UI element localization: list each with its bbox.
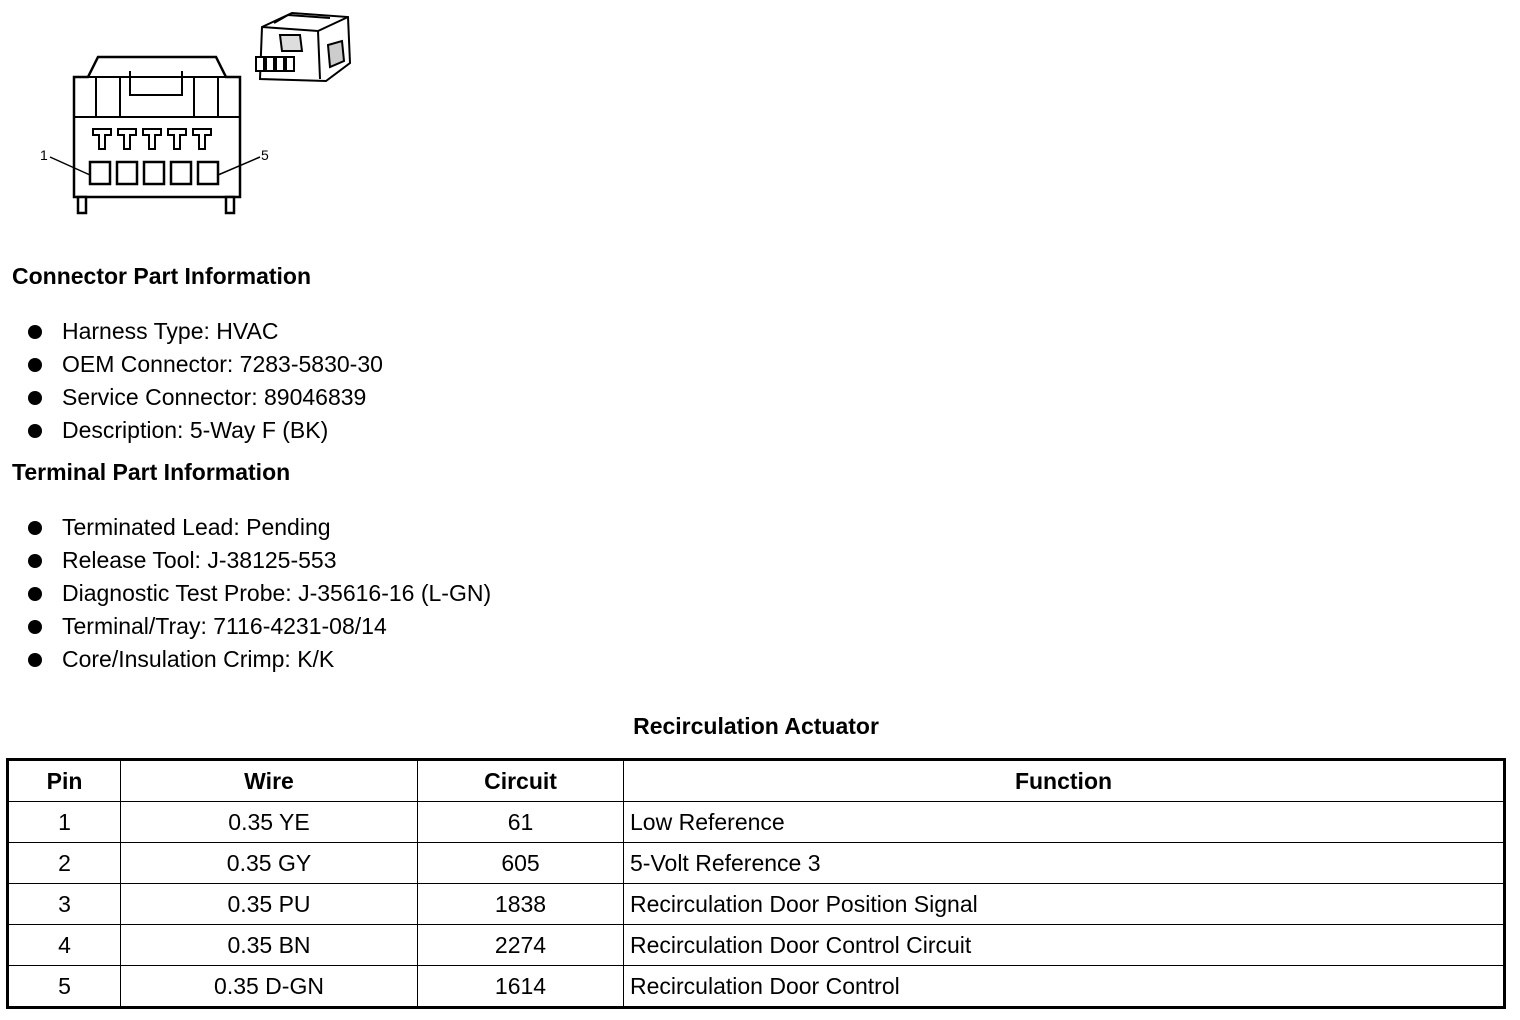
bullet-icon bbox=[28, 653, 42, 667]
terminal-cavities bbox=[90, 162, 218, 184]
list-item: Harness Type: HVAC bbox=[28, 315, 383, 348]
cell-pin: 1 bbox=[8, 802, 121, 843]
list-item: Release Tool: J-38125-553 bbox=[28, 544, 491, 577]
table-title: Recirculation Actuator bbox=[633, 713, 879, 739]
cavity-2 bbox=[117, 162, 137, 184]
bullet-icon bbox=[28, 424, 42, 438]
list-item: Description: 5-Way F (BK) bbox=[28, 414, 383, 447]
cell-function: Recirculation Door Control Circuit bbox=[624, 925, 1505, 966]
cell-pin: 2 bbox=[8, 843, 121, 884]
cell-pin: 3 bbox=[8, 884, 121, 925]
cell-function: Low Reference bbox=[624, 802, 1505, 843]
table-row bbox=[8, 884, 1505, 925]
table-row bbox=[8, 843, 1505, 884]
header-function: Function bbox=[624, 760, 1505, 802]
cell-function: Recirculation Door Control bbox=[624, 966, 1505, 1008]
header-circuit: Circuit bbox=[418, 760, 624, 802]
cell-wire: 0.35 D-GN bbox=[121, 966, 418, 1008]
cell-pin: 5 bbox=[8, 966, 121, 1008]
list-item: Diagnostic Test Probe: J-35616-16 (L-GN) bbox=[28, 577, 491, 610]
cavity-5 bbox=[198, 162, 218, 184]
bullet-icon bbox=[28, 554, 42, 568]
bullet-icon bbox=[28, 521, 42, 535]
connector-diagram bbox=[30, 5, 370, 220]
cavity-4 bbox=[171, 162, 191, 184]
bullet-icon bbox=[28, 358, 42, 372]
terminal-part-info-heading: Terminal Part Information bbox=[12, 459, 291, 485]
pin-label-5: 5 bbox=[261, 147, 269, 163]
pin-label-1: 1 bbox=[40, 147, 48, 163]
cell-wire: 0.35 BN bbox=[121, 925, 418, 966]
bullet-icon bbox=[28, 620, 42, 634]
header-wire: Wire bbox=[121, 760, 418, 802]
cavity-1 bbox=[90, 162, 110, 184]
list-item: OEM Connector: 7283-5830-30 bbox=[28, 348, 383, 381]
connector-part-info-list bbox=[28, 315, 383, 447]
table-header-row bbox=[8, 760, 1505, 802]
list-item: Service Connector: 89046839 bbox=[28, 381, 383, 414]
list-item: Terminated Lead: Pending bbox=[28, 511, 491, 544]
bullet-icon bbox=[28, 391, 42, 405]
connector-part-info-heading: Connector Part Information bbox=[12, 263, 312, 289]
cell-wire: 0.35 GY bbox=[121, 843, 418, 884]
cell-circuit: 2274 bbox=[418, 925, 624, 966]
terminal-part-info-list bbox=[28, 511, 491, 676]
cell-circuit: 605 bbox=[418, 843, 624, 884]
cell-circuit: 61 bbox=[418, 802, 624, 843]
table-row bbox=[8, 925, 1505, 966]
cavity-3 bbox=[144, 162, 164, 184]
list-item: Core/Insulation Crimp: K/K bbox=[28, 643, 491, 676]
cell-function: Recirculation Door Position Signal bbox=[624, 884, 1505, 925]
cell-circuit: 1614 bbox=[418, 966, 624, 1008]
connector-3d-thumbnail bbox=[256, 13, 350, 81]
cell-pin: 4 bbox=[8, 925, 121, 966]
cell-circuit: 1838 bbox=[418, 884, 624, 925]
header-pin: Pin bbox=[8, 760, 121, 802]
list-item: Terminal/Tray: 7116-4231-08/14 bbox=[28, 610, 491, 643]
table-row bbox=[8, 966, 1505, 1008]
cell-function: 5-Volt Reference 3 bbox=[624, 843, 1505, 884]
bullet-icon bbox=[28, 325, 42, 339]
table-row bbox=[8, 802, 1505, 843]
cell-wire: 0.35 PU bbox=[121, 884, 418, 925]
cell-wire: 0.35 YE bbox=[121, 802, 418, 843]
bullet-icon bbox=[28, 587, 42, 601]
pin-table bbox=[6, 758, 1506, 1009]
